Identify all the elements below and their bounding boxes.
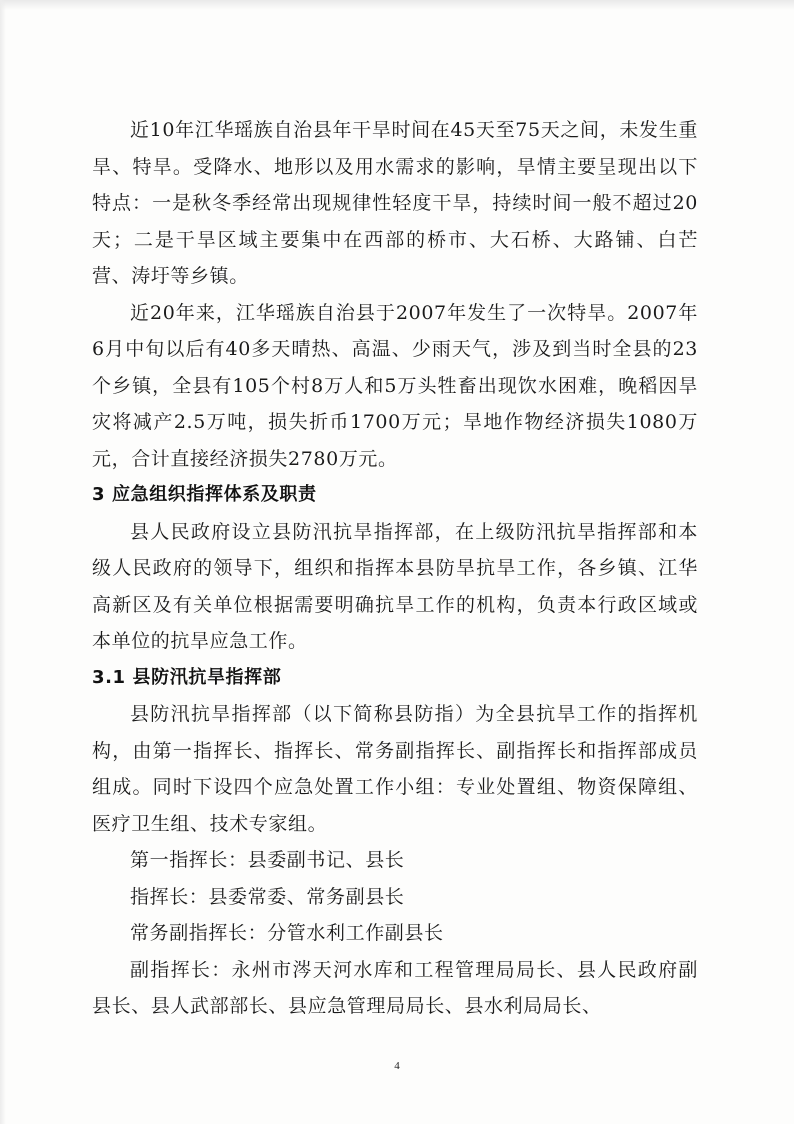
section-heading-3: 3 应急组织指挥体系及职责	[92, 484, 317, 505]
paragraph-2007-drought: 近20年来，江华瑶族自治县于2007年发生了一次特旱。2007年6月中旬以后有40多天晴热、高温、少雨天气，涉及到当时全县的23个乡镇，全县有105个村8万人和5万头牲畜出现饮水困难，晚稻因旱灾将减产2.5万吨，损失折币1700万元；旱地作物经济损失1080万元，合计直接经济损失2780万元。	[92, 301, 698, 470]
section-heading-3-1: 3.1 县防汛抗旱指挥部	[92, 666, 282, 688]
scan-shadow-left	[0, 0, 6, 1124]
paragraph-executive-deputy-commander: 常务副指挥长：分管水利工作副县长	[130, 922, 444, 944]
scan-shadow-top	[0, 0, 794, 10]
paragraph-first-commander: 第一指挥长：县委副书记、县长	[130, 849, 405, 871]
paragraph-deputy-commanders: 副指挥长：永州市涔天河水库和工程管理局局长、县人民政府副县长、县人武部部长、县应急管理局局长、县水利局局长、	[92, 958, 698, 1017]
page-number: 4	[394, 1060, 400, 1072]
paragraph-headquarters-composition: 县防汛抗旱指挥部（以下简称县防指）为全县抗旱工作的指挥机构，由第一指挥长、指挥长、常务副指挥长、副指挥长和指挥部成员组成。同时下设四个应急处置工作小组：专业处置组、物资保障组、医疗卫生组、技术专家组。	[92, 703, 698, 835]
paragraph-command-system: 县人民政府设立县防汛抗旱指挥部，在上级防汛抗旱指挥部和本级人民政府的领导下，组织和指挥本县防旱抗旱工作，各乡镇、江华高新区及有关单位根据需要明确抗旱工作的机构，负责本行政区域或本单位的抗旱应急工作。	[92, 520, 698, 652]
paragraph-drought-characteristics: 近10年江华瑶族自治县年干旱时间在45天至75天之间，未发生重旱、特旱。受降水、地形以及用水需求的影响，旱情主要呈现出以下特点：一是秋冬季经常出现规律性轻度干旱，持续时间一般不超过20天；二是干旱区域主要集中在西部的桥市、大石桥、大路铺、白芒营、涛圩等乡镇。	[92, 119, 698, 287]
paragraph-commander: 指挥长：县委常委、常务副县长	[130, 885, 405, 908]
document-body	[92, 112, 698, 1025]
